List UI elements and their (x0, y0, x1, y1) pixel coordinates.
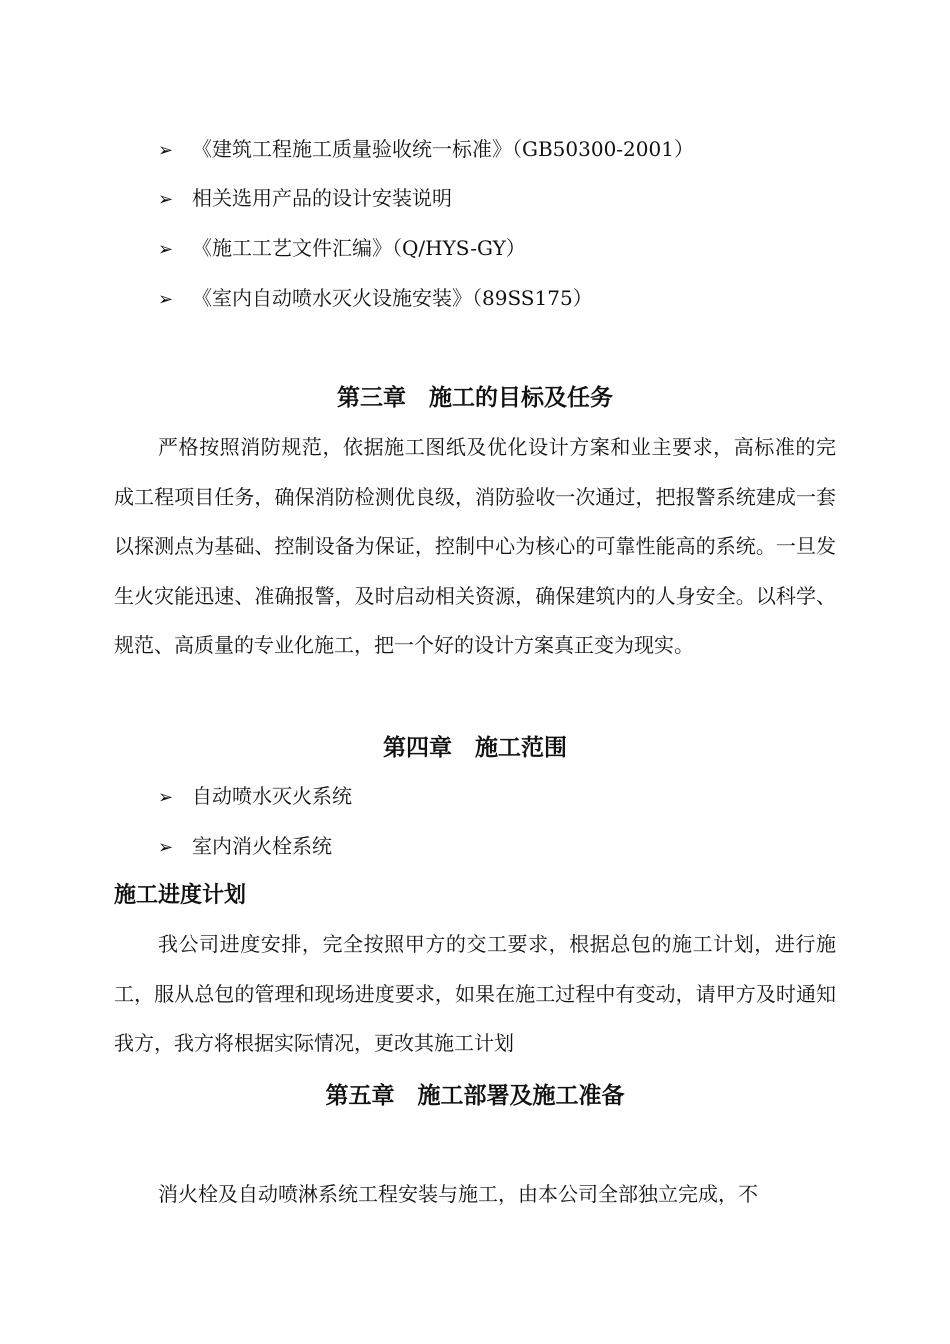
arrow-bullet-icon: ➢ (158, 289, 174, 310)
arrow-bullet-icon: ➢ (158, 837, 174, 858)
standard-item (158, 285, 593, 313)
standard-item-text: 《建筑工程施工质量验收统一标准》（GB50300-2001） (192, 137, 694, 161)
chapter-3-title: 第三章 施工的目标及任务 (337, 385, 613, 411)
arrow-bullet-icon: ➢ (158, 189, 174, 210)
scope-item-text: 室内消火栓系统 (192, 834, 332, 858)
schedule-heading: 施工进度计划 (114, 883, 247, 908)
chapter-4-title: 第四章 施工范围 (383, 735, 567, 761)
standard-item-text: 相关选用产品的设计安装说明 (192, 186, 452, 210)
standard-item-text: 《施工工艺文件汇编》（Q/HYS-GY） (192, 236, 526, 260)
standard-item (158, 136, 694, 164)
chapter-3-paragraph: 严格按照消防规范，依据施工图纸及优化设计方案和业主要求，高标准的完成工程项目任务，确保消防检测优良级，消防验收一次通过，把报警系统建成一套以探测点为基础、控制设备为保证，控制中心为核心的可靠性能高的系统。一旦发生火灾能迅速、准确报警，及时启动相关资源，确保建筑内的人身安全。以科学、规范、高质量的专业化施工，把一个好的设计方案真正变为现实。 (114, 435, 836, 658)
standard-item (158, 185, 452, 213)
scope-item (158, 833, 332, 861)
scope-item-text: 自动喷水灭火系统 (192, 784, 352, 808)
arrow-bullet-icon: ➢ (158, 140, 174, 161)
schedule-paragraph: 我公司进度安排，完全按照甲方的交工要求，根据总包的施工计划，进行施工，服从总包的管理和现场进度要求，如果在施工过程中有变动，请甲方及时通知我方，我方将根据实际情况，更改其施工计划 (114, 932, 836, 1056)
arrow-bullet-icon: ➢ (158, 239, 174, 260)
chapter-5-paragraph: 消火栓及自动喷淋系统工程安装与施工，由本公司全部独立完成，不 (158, 1182, 758, 1206)
scope-item (158, 783, 352, 811)
chapter-5-title: 第五章 施工部署及施工准备 (325, 1083, 625, 1109)
standard-item-text: 《室内自动喷水灭火设施安装》（89SS175） (192, 286, 593, 310)
standard-item (158, 235, 526, 263)
arrow-bullet-icon: ➢ (158, 787, 174, 808)
